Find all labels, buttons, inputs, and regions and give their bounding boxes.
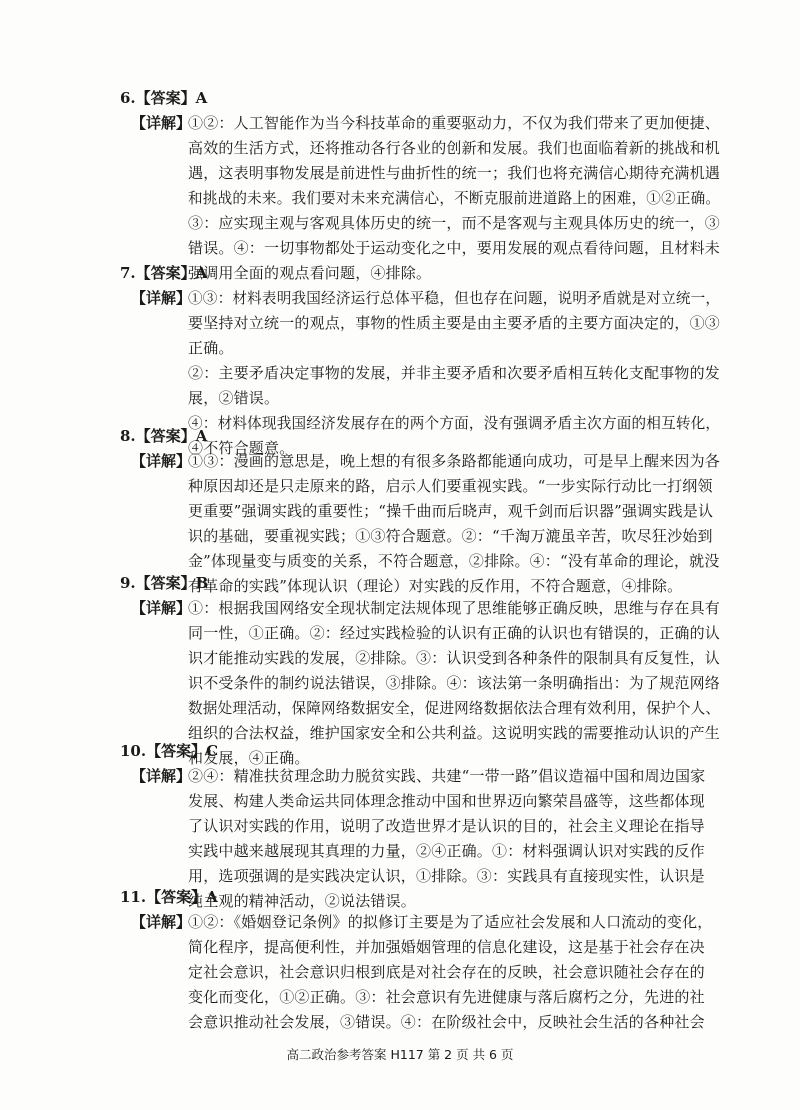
answer-heading: 7.【答案】A (120, 264, 208, 282)
detail-line: 和挑战的未来。我们要对未来充满信心，不断克服前进道路上的困难，①②正确。 (188, 189, 721, 207)
detail-line: 更重要”强调实践的重要性；“操千曲而后晓声，观千剑而后识器”强调实践是认 (188, 502, 714, 520)
detail-line: 展，②错误。 (188, 389, 280, 407)
detail-line: ①：根据我国网络安全现状制定法规体现了思维能够正确反映，思维与存在具有 (188, 599, 721, 617)
detail-line: ②④：精准扶贫理念助力脱贫实践、共建“一带一路”倡议造福中国和周边国家 (188, 767, 706, 785)
answer-heading: 11.【答案】A (120, 888, 218, 906)
detail-line: 高效的生活方式，还将推动各行各业的创新和发展。我们也面临着新的挑战和机 (188, 139, 721, 157)
detail-label: 【详解】 (131, 114, 192, 132)
detail-label: 【详解】 (131, 452, 192, 470)
answer-heading: 8.【答案】A (120, 427, 208, 445)
detail-line: ①③：材料表明我国经济运行总体平稳，但也存在问题，说明矛盾就是对立统一， (188, 289, 721, 307)
detail-label: 【详解】 (131, 767, 192, 785)
page-footer: 高二政治参考答案 H117 第 2 页 共 6 页 (286, 1047, 514, 1062)
detail-line: 用，选项强调的是实践决定认识，①排除。③：实践具有直接现实性，认识是 (188, 867, 705, 885)
detail-line: 数据处理活动，保障网络数据安全，促进网络数据依法合理有效利用，保护个人、 (188, 699, 721, 717)
detail-line: ③：应实现主观与客观具体历史的统一，而不是客观与主观具体历史的统一，③ (188, 214, 721, 232)
detail-line: 要坚持对立统一的观点，事物的性质主要是由主要矛盾的主要方面决定的，①③ (188, 314, 721, 332)
detail-line: 强调用全面的观点看问题，④排除。 (188, 264, 432, 282)
detail-line: 纯主观的精神活动，②说法错误。 (188, 892, 417, 910)
detail-label: 【详解】 (131, 289, 192, 307)
detail-line: 有革命的实践”体现认识（理论）对实践的反作用，不符合题意，④排除。 (188, 577, 683, 595)
detail-line: 会意识推动社会发展，③错误。④：在阶级社会中，反映社会生活的各种社会 (188, 1013, 705, 1031)
detail-line: 金”体现量变与质变的关系，不符合题意，②排除。④：“没有革命的理论，就没 (188, 552, 720, 570)
detail-line: 了认识对实践的作用，说明了改造世界才是认识的目的，社会主义理论在指导 (188, 817, 705, 835)
detail-line: 实践中越来越展现其真理的力量，②④正确。①：材料强调认识对实践的反作 (188, 842, 705, 860)
detail-line: ①②：《婚姻登记条例》的拟修订主要是为了适应社会发展和人口流动的变化， (188, 913, 713, 931)
detail-line: 简化程序，提高便利性，并加强婚姻管理的信息化建设，这是基于社会存在决 (188, 938, 705, 956)
detail-line: 正确。 (188, 339, 234, 357)
detail-line: 变化而变化，①②正确。③：社会意识有先进健康与落后腐朽之分，先进的社 (188, 988, 705, 1006)
detail-line: 同一性，①正确。②：经过实践检验的认识有正确的认识也有错误的，正确的认 (188, 624, 721, 642)
detail-line: ①②：人工智能作为当今科技革命的重要驱动力，不仅为我们带来了更加便捷、 (188, 114, 721, 132)
detail-line: ②：主要矛盾决定事物的发展，并非主要矛盾和次要矛盾相互转化支配事物的发 (188, 364, 721, 382)
answer-heading: 6.【答案】A (120, 89, 208, 107)
detail-line: 定社会意识，社会意识归根到底是对社会存在的反映，社会意识随社会存在的 (188, 963, 705, 981)
detail-line: 识不受条件的制约说法错误，③排除。④：该法第一条明确指出：为了规范网络 (188, 674, 721, 692)
detail-line: 种原因却还是只走原来的路，启示人们要重视实践。“一步实际行动比一打纲领 (188, 477, 713, 495)
detail-label: 【详解】 (131, 913, 192, 931)
detail-line: 组织的合法权益，维护国家安全和公共利益。这说明实践的需要推动认识的产生 (188, 724, 721, 742)
detail-line: 识才能推动实践的发展，②排除。③：认识受到各种条件的限制具有反复性，认 (188, 649, 721, 667)
answer-heading: 9.【答案】B (120, 574, 209, 592)
detail-line: 遇，这表明事物发展是前进性与曲折性的统一；我们也将充满信心期待充满机遇 (188, 164, 721, 182)
detail-label: 【详解】 (131, 599, 192, 617)
answer-heading: 10.【答案】C (120, 742, 219, 760)
detail-line: 发展、构建人类命运共同体理念推动中国和世界迈向繁荣昌盛等，这些都体现 (188, 792, 705, 810)
detail-line: ④不符合题意。 (188, 439, 295, 457)
detail-line: 识的基础，要重视实践；①③符合题意。②：“千淘万漉虽辛苦，吹尽狂沙始到 (188, 527, 713, 545)
detail-line: 错误。④：一切事物都处于运动变化之中，要用发展的观点看待问题，且材料未 (188, 239, 721, 257)
detail-line: 和发展，④正确。 (188, 749, 310, 767)
detail-line: ①③：漫画的意思是，晚上想的有很多条路都能通向成功，可是早上醒来因为各 (188, 452, 721, 470)
detail-line: ④：材料体现我国经济发展存在的两个方面，没有强调矛盾主次方面的相互转化， (188, 414, 721, 432)
